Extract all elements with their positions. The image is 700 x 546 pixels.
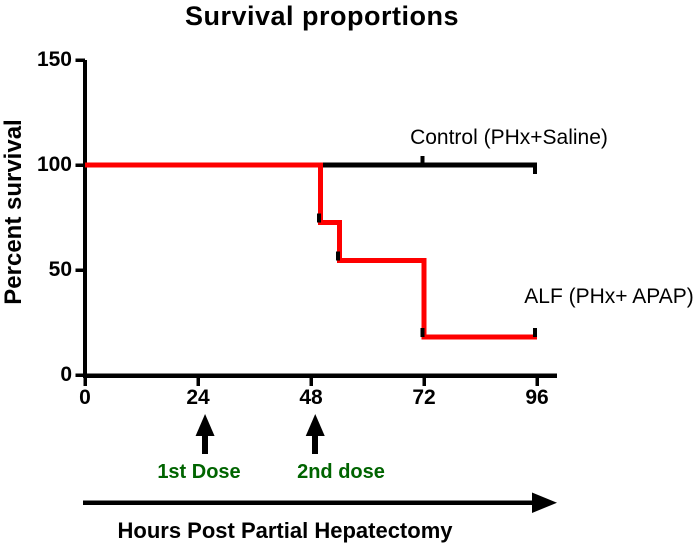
- event-tick-mark: [533, 328, 537, 337]
- survival-curve-alf: [85, 165, 537, 337]
- y-tick-label: 150: [36, 48, 72, 71]
- time-arrow-head: [532, 493, 557, 514]
- x-tick-label: 24: [186, 386, 210, 409]
- x-axis-arrow-label: Hours Post Partial Hepatectomy: [117, 518, 453, 543]
- event-tick-mark: [421, 156, 425, 165]
- first-dose-label: 1st Dose: [157, 461, 241, 483]
- second-dose-label: 2nd dose: [297, 461, 385, 483]
- y-tick-label: 100: [36, 153, 72, 176]
- event-tick-mark: [336, 252, 340, 261]
- event-tick-mark: [421, 328, 425, 337]
- x-tick-label: 0: [79, 386, 91, 409]
- dose-arrow-head: [196, 414, 215, 436]
- x-axis-tick: [309, 377, 313, 386]
- y-axis-tick: [76, 163, 86, 167]
- chart-title: Survival proportions: [184, 1, 460, 31]
- x-axis-tick: [83, 377, 87, 386]
- dose-arrow-shaft: [312, 434, 318, 454]
- event-tick-mark: [533, 165, 537, 174]
- y-axis-tick: [76, 58, 86, 62]
- x-tick-label: 72: [412, 386, 436, 409]
- series-label-control: Control (PHx+Saline): [410, 126, 608, 149]
- dose-arrow-head: [306, 414, 325, 436]
- dose-arrow-shaft: [202, 434, 208, 454]
- x-tick-label: 48: [299, 386, 323, 409]
- x-axis-tick: [535, 377, 539, 386]
- x-tick-label: 96: [525, 386, 549, 409]
- y-tick-label: 50: [48, 258, 72, 281]
- y-axis-line: [83, 60, 87, 377]
- series-label-alf: ALF (PHx+ APAP): [524, 285, 694, 308]
- event-tick-mark: [317, 213, 321, 222]
- y-axis-label: Percent survival: [0, 119, 27, 305]
- time-arrow-line: [83, 501, 533, 506]
- x-axis-tick: [422, 377, 426, 386]
- x-axis-line: [83, 374, 557, 379]
- y-axis-tick: [76, 268, 86, 272]
- x-axis-tick: [196, 377, 200, 386]
- y-tick-label: 0: [60, 363, 72, 386]
